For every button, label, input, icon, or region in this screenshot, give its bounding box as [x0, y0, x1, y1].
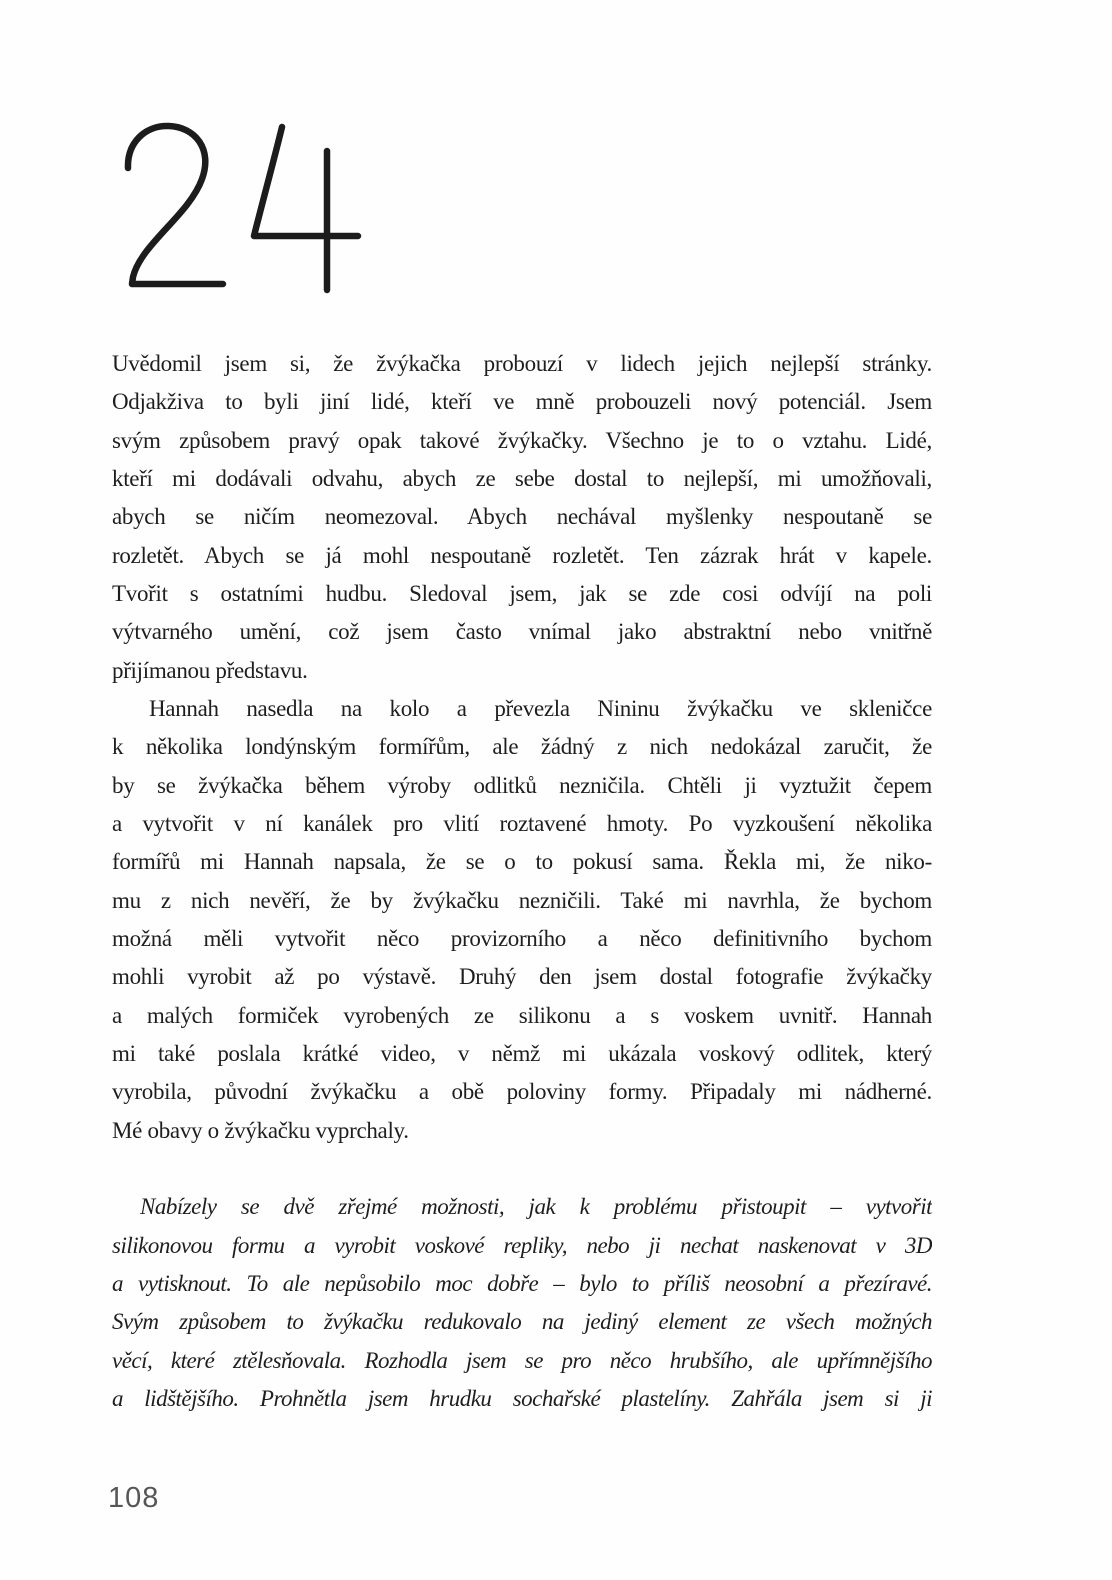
- text-line: Nabízely se dvě zřejmé možnosti, jak k problému přistoupit – vytvořit: [140, 1194, 932, 1220]
- text-line: abych se ničím neomezoval. Abych nechával myšlenky nespoutaně se: [112, 504, 932, 530]
- text-line: možná měli vytvořit něco provizorního a něco definitivního bychom: [112, 925, 932, 951]
- text-line: rozletět. Abych se já mohl nespoutaně rozletět. Ten zázrak hrát v kapele.: [112, 542, 932, 568]
- text-line: přijímanou představu.: [112, 657, 308, 683]
- text-line: Uvědomil jsem si, že žvýkačka probouzí v lidech jejich nejlepší stránky.: [112, 351, 932, 376]
- text-line: Hannah nasedla na kolo a převezla Nininu žvýkačku ve skleničce: [149, 695, 932, 721]
- text-line: svým způsobem pravý opak takové žvýkačky. Všechno je to o vztahu. Lidé,: [112, 427, 932, 453]
- digit-4-diagonal-path: [254, 127, 358, 236]
- text-line: mi také poslala krátké video, v němž mi ukázala voskový odlitek, který: [112, 1040, 932, 1066]
- text-line: Odjakživa to byli jiní lidé, kteří ve mně probouzeli nový potenciál. Jsem: [112, 389, 932, 415]
- text-line: a vytvořit v ní kanálek pro vlití roztavené hmoty. Po vyzkoušení několika: [112, 810, 932, 836]
- text-line: Mé obavy o žvýkačku vyprchaly.: [112, 1117, 409, 1143]
- text-line: a vytisknout. To ale nepůsobilo moc dobře – bylo to příliš neosobní a přezíravé.: [112, 1270, 932, 1296]
- text-line: silikonovou formu a vyrobit voskové repliky, nebo ji nechat naskenovat v 3D: [112, 1232, 932, 1258]
- text-line: vyrobila, původní žvýkačku a obě poloviny formy. Připadaly mi nádherné.: [112, 1079, 932, 1105]
- text-line: mohli vyrobit až po výstavě. Druhý den jsem dostal fotografie žvýkačky: [112, 964, 932, 990]
- body-text: [112, 345, 932, 1418]
- paragraph: [112, 690, 932, 1150]
- paragraph: [112, 1188, 932, 1418]
- paragraph: [112, 345, 932, 690]
- text-line: a malých formiček vyrobených ze silikonu a s voskem uvnitř. Hannah: [112, 1002, 932, 1028]
- text-line: by se žvýkačka během výroby odlitků nezničila. Chtěli ji vyztužit čepem: [112, 772, 932, 798]
- text-line: výtvarného umění, což jsem často vnímal jako abstraktní nebo vnitřně: [112, 619, 932, 645]
- chapter-number-glyph: [124, 118, 364, 298]
- text-line: k několika londýnským formířům, ale žádný z nich nedokázal zaručit, že: [112, 734, 932, 760]
- text-line: kteří mi dodávali odvahu, abych ze sebe dostal to nejlepší, mi umožňovali,: [112, 465, 932, 491]
- text-line: formířů mi Hannah napsala, že se o to pokusí sama. Řekla mi, že niko-: [112, 849, 932, 875]
- text-line: mu z nich nevěří, že by žvýkačku nezničili. Také mi navrhla, že bychom: [112, 887, 932, 913]
- digit-2-path: [128, 126, 223, 284]
- page-number: 108: [108, 1482, 160, 1514]
- text-line: věcí, které ztělesňovala. Rozhodla jsem se pro něco hrubšího, ale upřímnějšího: [112, 1347, 932, 1373]
- chapter-number-text: [124, 298, 125, 299]
- chapter-number: [124, 118, 364, 298]
- text-line: Tvořit s ostatními hudbu. Sledoval jsem, jak se zde cosi odvíjí na poli: [112, 580, 932, 606]
- text-line: Svým způsobem to žvýkačku redukovalo na jediný element ze všech možných: [112, 1309, 932, 1335]
- text-line: a lidštějšího. Prohnětla jsem hrudku sochařské plastelíny. Zahřála jsem si ji: [112, 1385, 932, 1411]
